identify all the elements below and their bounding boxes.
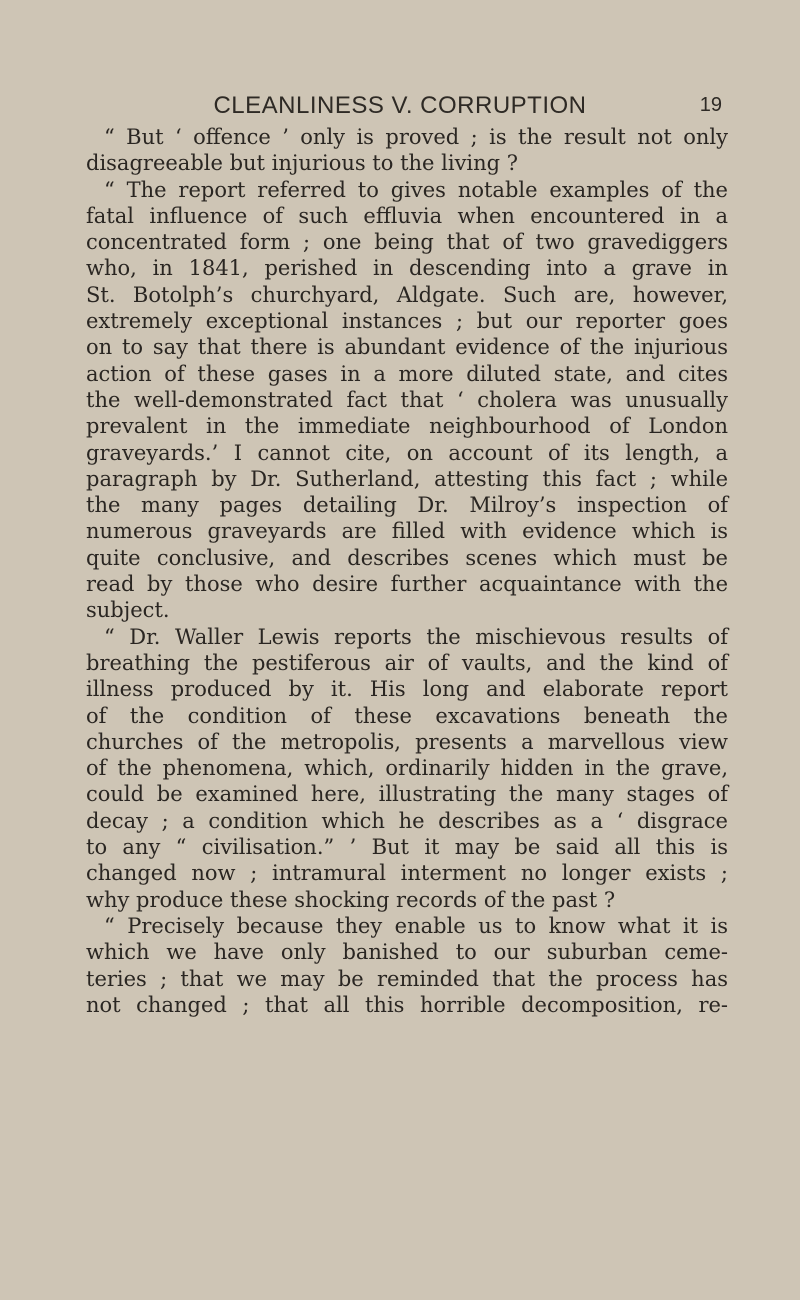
text-line: concentrated form ; one being that of two gravediggers bbox=[86, 230, 728, 255]
text-line: numerous graveyards are filled with evidence which is bbox=[86, 519, 728, 544]
text-line: changed now ; intramural interment no longer exists ; bbox=[86, 861, 728, 886]
text-line: of the condition of these excavations beneath the bbox=[86, 703, 728, 728]
text-line: action of these gases in a more diluted state, and cites bbox=[86, 361, 728, 386]
text-line: on to say that there is abundant evidence of the injurious bbox=[86, 335, 728, 360]
text-line: the many pages detailing Dr. Milroy’s inspection of bbox=[86, 493, 728, 518]
text-line: subject. bbox=[86, 598, 170, 623]
text-line: churches of the metropolis, presents a marvellous view bbox=[86, 729, 728, 754]
page-number: 19 bbox=[699, 94, 722, 116]
text-line: could be examined here, illustrating the many stages of bbox=[86, 782, 728, 807]
text-line: extremely exceptional instances ; but our reporter goes bbox=[86, 309, 728, 334]
text-line: why produce these shocking records of the past ? bbox=[86, 887, 616, 912]
text-line: illness produced by it. His long and elaborate report bbox=[86, 677, 728, 702]
text-line: graveyards.’ I cannot cite, on account of its length, a bbox=[86, 440, 728, 465]
text-line: paragraph by Dr. Sutherland, attesting this fact ; while bbox=[86, 466, 728, 491]
text-line: prevalent in the immediate neighbourhood of London bbox=[86, 414, 728, 439]
text-line: disagreeable but injurious to the living ? bbox=[86, 151, 519, 176]
text-line: decay ; a condition which he describes as a ‘ disgrace bbox=[86, 808, 728, 833]
text-line: St. Botolph’s churchyard, Aldgate. Such are, however, bbox=[86, 282, 728, 307]
text-line: teries ; that we may be reminded that the process has bbox=[86, 966, 728, 991]
text-line: breathing the pestiferous air of vaults, and the kind of bbox=[86, 650, 728, 675]
text-line: fatal influence of such effluvia when encountered in a bbox=[86, 203, 728, 228]
text-line: which we have only banished to our suburban ceme- bbox=[86, 940, 728, 965]
text-line: “ The report referred to gives notable examples of the bbox=[104, 177, 728, 202]
text-line: “ But ‘ offence ’ only is proved ; is the result not only bbox=[104, 125, 728, 149]
text-line: to any “ civilisation.” ’ But it may be said all this is bbox=[86, 835, 728, 860]
running-head: CLEANLINESS V. CORRUPTION bbox=[213, 92, 587, 119]
text-line: the well-demonstrated fact that ‘ cholera was unusually bbox=[86, 387, 728, 412]
body-text bbox=[86, 124, 728, 1018]
text-line: who, in 1841, perished in descending into a grave in bbox=[86, 256, 728, 281]
text-line: not changed ; that all this horrible decomposition, re- bbox=[86, 992, 728, 1017]
text-line: read by those who desire further acquaintance with the bbox=[86, 572, 728, 597]
text-line: quite conclusive, and describes scenes which must be bbox=[86, 545, 728, 570]
text-line: of the phenomena, which, ordinarily hidden in the grave, bbox=[86, 756, 728, 781]
page-header bbox=[0, 92, 800, 124]
text-line: “ Precisely because they enable us to know what it is bbox=[104, 913, 728, 938]
text-line: “ Dr. Waller Lewis reports the mischievous results of bbox=[104, 624, 728, 649]
